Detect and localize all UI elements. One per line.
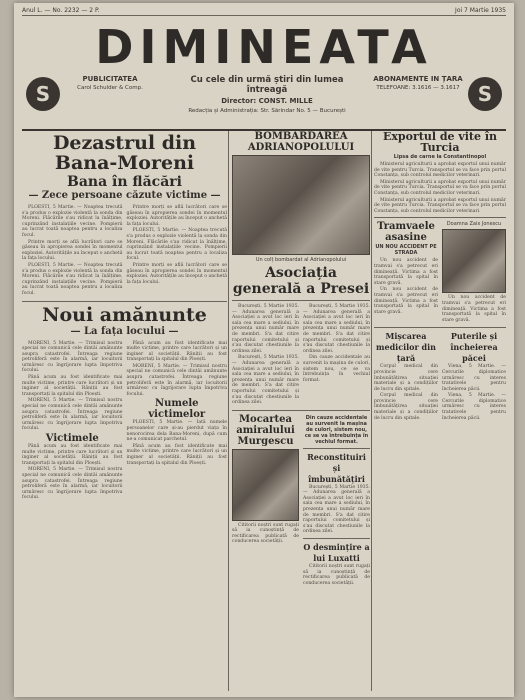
masthead	[22, 17, 506, 131]
paragraph: MORENI, 5 Martie. — Trimisul nostru special ne comunică cele dintâi amănunte asupra catastrofei. Întreaga regiune petroliferă este în alarmă, iar locuitorii urmăresc cu îngrijorare lupta împotriva focului.	[22, 467, 123, 501]
paragraph: Cititorii noștri sunt rugați să ia cunoștință de rectificarea publicată de conducerea societății.	[232, 522, 299, 545]
paragraph: Până acum au fost identificate mai multe victime, printre care lucrători și un inginer al societății. Răniții au fost transportați la spitalul din Ploești.	[22, 444, 123, 466]
publicity-heading: PUBLICITATEA	[82, 75, 138, 83]
paragraph: Corpul medical din provincie cere îmbunătățirea situației materiale și a condițiilor de lucru din spitale.	[374, 364, 438, 392]
tram-deck: UN NOU ACCIDENT PE STRADA	[375, 244, 437, 257]
column-rule	[371, 131, 372, 691]
paragraph: Din cauze accidentale au survenit la mașina de culori, sistem nou, ce se va întrebuința în vechiul format.	[303, 355, 370, 383]
article-body	[232, 414, 370, 588]
article-text	[374, 258, 438, 315]
association-headline: Asociația generală a Presei	[232, 265, 370, 297]
article-body	[374, 221, 506, 324]
paragraph: Până acum au fost identificate mai multe victime, printre care lucrători și un inginer al societății. Răniții au fost transportați la spitalul din Ploești.	[22, 375, 123, 397]
column-left	[22, 131, 227, 691]
divider	[303, 538, 370, 539]
peace-headline: Puterile și încheierea păcei	[450, 331, 498, 364]
paragraph: Viena, 5 Martie. — Cercurile diplomatice urmăresc cu interes tratativele pentru încheierea păcii.	[442, 393, 506, 421]
divider	[232, 300, 370, 301]
article-text	[127, 341, 228, 502]
medics-block	[374, 331, 438, 422]
photo-headline: BOMBARDAREA ADRIANOPOLULUI	[247, 131, 355, 153]
paragraph: Ministerul agriculturii a aprobat exportul unui număr de vite pentru Turcia. Transportul se va face prin portul Constanța, sub controlul medicilor veterinari.	[374, 197, 506, 214]
tram-headline: Tramvaele asasine	[377, 221, 435, 244]
article-text	[303, 304, 370, 407]
notice-headline: Reconstituiri și îmbunătățiri	[307, 451, 366, 484]
newspaper-title: DIMINEATA	[95, 20, 433, 74]
article-text	[127, 205, 228, 298]
paragraph: Printre morți se află lucrători care se găseau în apropierea sondei în momentul exploziei. Autoritățile au început o anchetă la fața locului.	[126, 262, 227, 285]
section-headline: Noui amănunte	[42, 303, 207, 326]
masthead-publicity	[64, 75, 156, 91]
divider	[232, 410, 370, 411]
main-headline: Dezastrul din Bana-Moreni	[52, 132, 197, 174]
obituary-headline: Mocartea amiralului Murgescu	[236, 413, 295, 447]
paragraph: MORENI, 5 Martie. — Trimisul nostru special ne comunică cele dintâi amănunte asupra catastrofei. Întreaga regiune petroliferă este în alarmă, iar locuitorii urmăresc cu îngrijorare lupta împotriva focului.	[22, 398, 123, 432]
paragraph: PLOESTI, 5 Martie. — Noaptea trecută s'a produs o explozie violentă la sonda din Moreni. Flăcările s'au ridicat la înălțime, cuprinzând instalațiile vecine. Pompierii au lucrat toată noaptea pentru a localiza focul.	[22, 205, 123, 238]
paragraph: Printre morți se află lucrători care se găseau în apropierea sondei în momentul exploziei. Autoritățile au început o anchetă la fața locului.	[22, 239, 123, 262]
export-deck: Lipsa de carne la Constantinopol	[393, 154, 487, 160]
war-photo	[232, 155, 370, 255]
column-rule	[228, 131, 229, 691]
address-line: Redacția și Administrația: Str. Sărindar No. 5 — București	[188, 108, 346, 114]
portrait-caption: Doamna Zaix Jonescu	[446, 221, 502, 228]
paragraph: Până acum au fost identificate mai multe victime, printre care lucrători și un inginer al societății. Răniții au fost transportați la spitalul din Ploești.	[126, 443, 227, 466]
tram-block	[374, 221, 438, 324]
denial-headline: O desmințire a lui Luxatti	[303, 542, 370, 564]
article-text	[442, 295, 506, 323]
section-deck: — La fața locului —	[70, 325, 179, 337]
logo-icon: S	[468, 77, 502, 111]
notice-block	[303, 414, 370, 588]
paragraph: Un nou accident de tramvai s'a petrecut eri dimineață. Victima a fost transportată la spital în stare gravă.	[442, 295, 506, 323]
article-body	[22, 205, 227, 298]
paragraph: Un nou accident de tramvai s'a petrecut eri dimineață. Victima a fost transportată la spital în stare gravă.	[374, 287, 438, 315]
portrait-photo	[442, 229, 506, 293]
column-middle	[232, 131, 370, 691]
paragraph: București, 5 Martie 1935. — Adunarea generală a Asociației a avut loc ieri în sala cea mare a sediului, în prezența unui număr mare de membri. S'a dat citire raportului comitetului și s'au discutat chestiunile la ordinea zilei.	[303, 304, 370, 354]
masthead-center	[172, 75, 362, 114]
obituary-block	[232, 414, 299, 588]
article-text	[232, 304, 299, 407]
divider	[374, 327, 506, 328]
issue-date: Joi 7 Martie 1935	[455, 6, 506, 14]
main-deck: — Zece persoane căzute victime —	[28, 190, 221, 201]
issue-number: Anul L. — No. 2232 — 2 P.	[22, 6, 100, 14]
medics-headline: Mișcarea medicilor din țară	[376, 331, 436, 364]
paragraph: MORENI, 5 Martie. — Trimisul nostru special ne comunică cele dintâi amănunte asupra catastrofei. Întreaga regiune petroliferă este în alarmă, iar locuitorii urmăresc cu îngrijorare lupta împotriva focului.	[126, 363, 227, 397]
paragraph: București, 5 Martie 1935. — Adunarea generală a Asociației a avut loc ieri în sala cea mare a sediului, în prezența unui număr mare de membri. S'a dat citire raportului comitetului și s'au discutat chestiunile la ordinea zilei.	[232, 355, 299, 406]
article-text	[232, 523, 299, 545]
export-headline: Exportul de vite în Turcia	[382, 131, 498, 154]
paragraph: Corpul medical din provincie cere îmbunătățirea situației materiale și a condițiilor de lucru din spitale.	[374, 393, 438, 421]
peace-block	[442, 331, 506, 422]
paragraph: Până acum au fost identificate mai multe victime, printre care lucrători și un inginer al societății. Răniții au fost transportați la spitalul din Ploești.	[126, 340, 227, 363]
article-text	[303, 564, 370, 586]
masthead-subscriptions	[372, 75, 464, 91]
main-subhead: Bana în flăcări	[67, 174, 182, 190]
paragraph: Viena, 5 Martie. — Cercurile diplomatice urmăresc cu interes tratativele pentru încheierea păcii.	[442, 364, 506, 392]
logo-icon: S	[26, 77, 60, 111]
newspaper-page	[14, 3, 514, 697]
article-text	[22, 205, 123, 298]
section-subhead: Victimele	[45, 433, 99, 444]
subscriptions-heading: ABONAMENTE IN ȚARA	[373, 75, 463, 83]
article-text	[303, 485, 370, 535]
paragraph: Un nou accident de tramvai s'a petrecut eri dimineață. Victima a fost transportată la spital în stare gravă.	[374, 258, 438, 286]
admiral-portrait	[232, 449, 299, 521]
divider	[303, 448, 370, 449]
paragraph: PLOESTI, 5 Martie. — Noaptea trecută s'a produs o explozie violentă la sonda din Moreni. Flăcările s'au ridicat la înălțime, cuprinzând instalațiile vecine. Pompierii au lucrat toată noaptea pentru a localiza focul.	[126, 228, 227, 262]
director-line: Director: CONST. MILLE	[221, 97, 313, 105]
paragraph: București, 5 Martie 1935. — Adunarea generală a Asociației a avut loc ieri în sala cea mare a sediului, în prezența unui număr mare de membri. S'a dat citire raportului comitetului și s'au discutat chestiunile la ordinea zilei.	[303, 484, 370, 535]
paragraph: Cititorii noștri sunt rugați să ia cunoștință de rectificarea publicată de conducerea societății.	[303, 564, 370, 586]
divider	[22, 301, 227, 302]
publicity-agency: Carol Schulder & Comp.	[77, 85, 143, 91]
article-text	[374, 364, 438, 421]
article-text	[442, 364, 506, 421]
column-right	[374, 131, 506, 691]
paragraph: Ministerul agriculturii a aprobat exportul unui număr de vite pentru Turcia. Transportul se va face prin portul Constanța, sub controlul medicilor veterinari.	[374, 179, 506, 196]
article-text	[374, 162, 506, 214]
article-body	[22, 341, 227, 502]
paragraph: MORENI, 5 Martie. — Trimisul nostru special ne comunică cele dintâi amănunte asupra catastrofei. Întreaga regiune petroliferă este în alarmă, iar locuitorii urmăresc cu îngrijorare lupta împotriva focului.	[22, 340, 123, 374]
article-text	[22, 341, 123, 502]
paragraph: PLOESTI, 5 Martie. — Iată numele persoanelor care și-au pierdut viața în nenorocirea dela Bana-Moreni, după cum ne-a comunicat parchetul.	[126, 420, 227, 443]
portrait-block	[442, 221, 506, 324]
notice-text: Din cauze accidentale au survenit la mașina de culori, sistem nou, ce se va întrebuința în vechiul format.	[304, 414, 369, 445]
tagline: Cu cele din urmă știri din lumea întreagă	[190, 75, 344, 95]
divider	[374, 217, 506, 218]
article-body	[232, 304, 370, 407]
phone-line: TELEFOANE: 3.1616 — 3.1617	[376, 85, 460, 91]
paragraph: Printre morți se află lucrători care se găseau în apropierea sondei în momentul exploziei. Autoritățile au început o anchetă la fața locului.	[126, 205, 227, 227]
top-line	[22, 5, 506, 16]
photo-caption: Un colț bombardat al Adrianopolului	[255, 257, 347, 263]
paragraph: București, 5 Martie 1935. — Adunarea generală a Asociației a avut loc ieri în sala cea mare a sediului, în prezența unui număr mare de membri. S'a dat citire raportului comitetului și s'au discutat chestiunile la ordinea zilei.	[232, 304, 299, 354]
section-subhead: Numele victimelor	[148, 398, 206, 421]
paragraph: PLOESTI, 5 Martie. — Noaptea trecută s'a produs o explozie violentă la sonda din Moreni. Flăcările s'au ridicat la înălțime, cuprinzând instalațiile vecine. Pompierii au lucrat toată noaptea pentru a localiza focul.	[22, 262, 123, 296]
paragraph: Ministerul agriculturii a aprobat exportul unui număr de vite pentru Turcia. Transportul se va face prin portul Constanța, sub controlul medicilor veterinari.	[374, 162, 506, 179]
article-body	[374, 331, 506, 422]
